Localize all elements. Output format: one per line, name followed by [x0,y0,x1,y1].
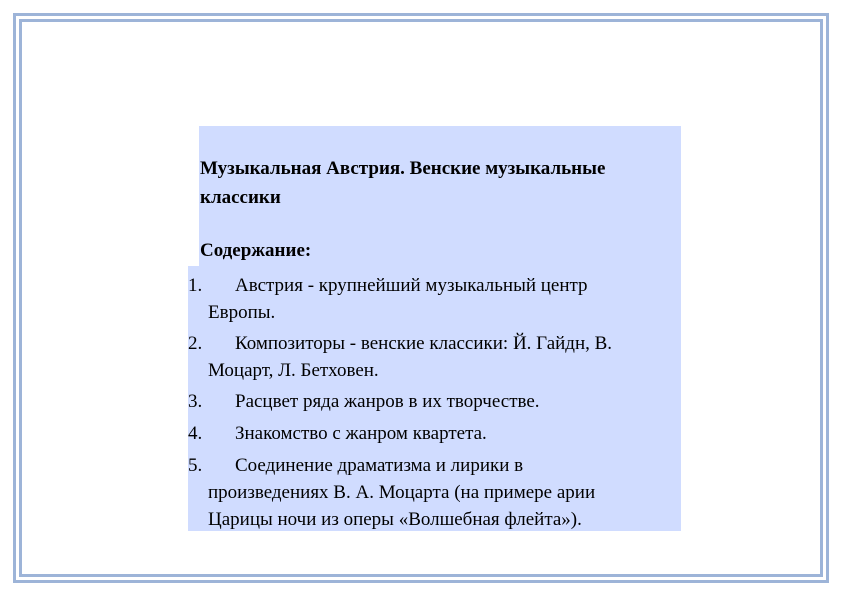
list-item [188,420,681,447]
list-item [188,452,681,533]
list-item-text: Соединение драматизма и лирики в произведениях В. А. Моцарта (на примере арии Царицы ночи из оперы «Волшебная флейта»). [208,455,596,530]
list-item-number: 2. [188,333,203,354]
list-item [188,388,681,415]
list-item-number: 1. [188,275,203,296]
list-item-text: Композиторы - венские классики: Й. Гайдн, В. Моцарт, Л. Бетховен. [208,333,613,381]
list-item [188,272,681,326]
list-item-text: Расцвет ряда жанров в их творчестве. [235,391,540,412]
slide-title: Музыкальная Австрия. Венские музыкальные классики [200,158,606,208]
list-item-text: Австрия - крупнейший музыкальный центр Европы. [208,275,588,323]
list-item-number: 3. [188,391,203,412]
list-item [188,330,681,384]
contents-heading: Содержание: [200,240,312,261]
list-item-text: Знакомство с жанром квартета. [235,423,487,444]
list-item-number: 5. [188,455,203,476]
list-item-number: 4. [188,423,203,444]
